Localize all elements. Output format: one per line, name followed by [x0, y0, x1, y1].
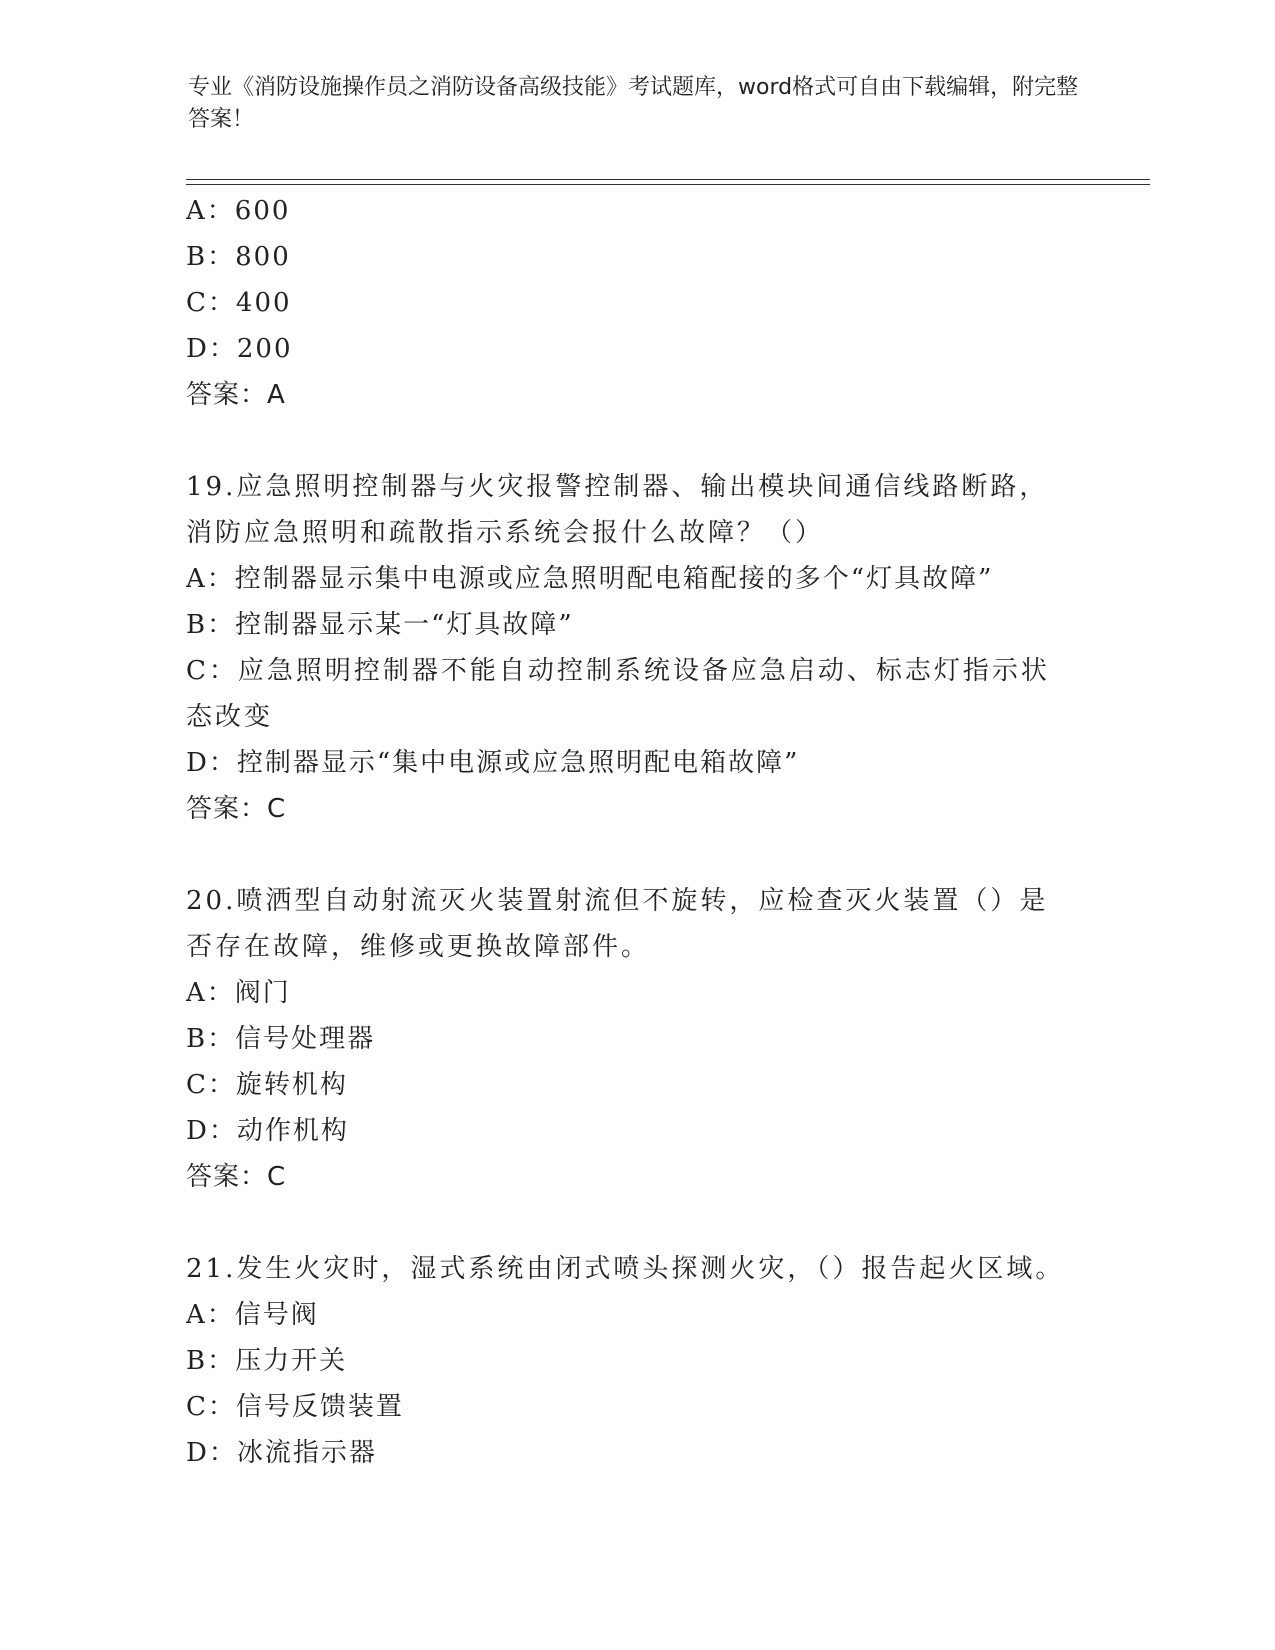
option-d: D：控制器显示“集中电源或应急照明配电箱故障”	[186, 748, 800, 778]
answer-line: 答案：C	[186, 1162, 287, 1192]
option-b: B：800	[186, 242, 291, 272]
question-21	[186, 1246, 1086, 1476]
question-text: 20.喷洒型自动射流灭火装置射流但不旋转，应检查灭火装置（）是否存在故障，维修或更换故障部件。	[186, 886, 1049, 962]
header-divider-top	[186, 179, 1150, 180]
question-19	[186, 464, 1086, 832]
question-list	[186, 188, 1086, 1476]
answer-line: 答案：C	[186, 794, 287, 824]
option-c: C：信号反馈装置	[186, 1392, 404, 1422]
option-a: A：控制器显示集中电源或应急照明配电箱配接的多个“灯具故障”	[186, 564, 994, 594]
header-divider-bottom	[186, 184, 1150, 185]
document-intro: 专业《消防设施操作员之消防设备高级技能》考试题库，word格式可自由下载编辑，附完整答案！	[188, 75, 1079, 132]
option-c: C：旋转机构	[186, 1070, 348, 1100]
option-a: A：阀门	[186, 978, 291, 1008]
option-c: C：应急照明控制器不能自动控制系统设备应急启动、标志灯指示状态改变	[186, 656, 1050, 732]
option-c: C：400	[186, 288, 292, 318]
option-b: B：压力开关	[186, 1346, 348, 1376]
question-text: 21.发生火灾时，湿式系统由闭式喷头探测火灾，（）报告起火区域。	[186, 1254, 1065, 1284]
question-20	[186, 878, 1086, 1200]
option-d: D：200	[186, 334, 293, 364]
answer-line: 答案：A	[186, 380, 286, 410]
option-b: B：信号处理器	[186, 1024, 376, 1054]
option-d: D：动作机构	[186, 1116, 349, 1146]
question-18-tail	[186, 188, 1086, 418]
option-d: D：冰流指示器	[186, 1438, 377, 1468]
question-text: 19.应急照明控制器与火灾报警控制器、输出模块间通信线路断路，消防应急照明和疏散指示系统会报什么故障？（）	[186, 472, 1049, 548]
option-b: B：控制器显示某一“灯具故障”	[186, 610, 574, 640]
option-a: A：600	[186, 196, 291, 226]
option-a: A：信号阀	[186, 1300, 319, 1330]
